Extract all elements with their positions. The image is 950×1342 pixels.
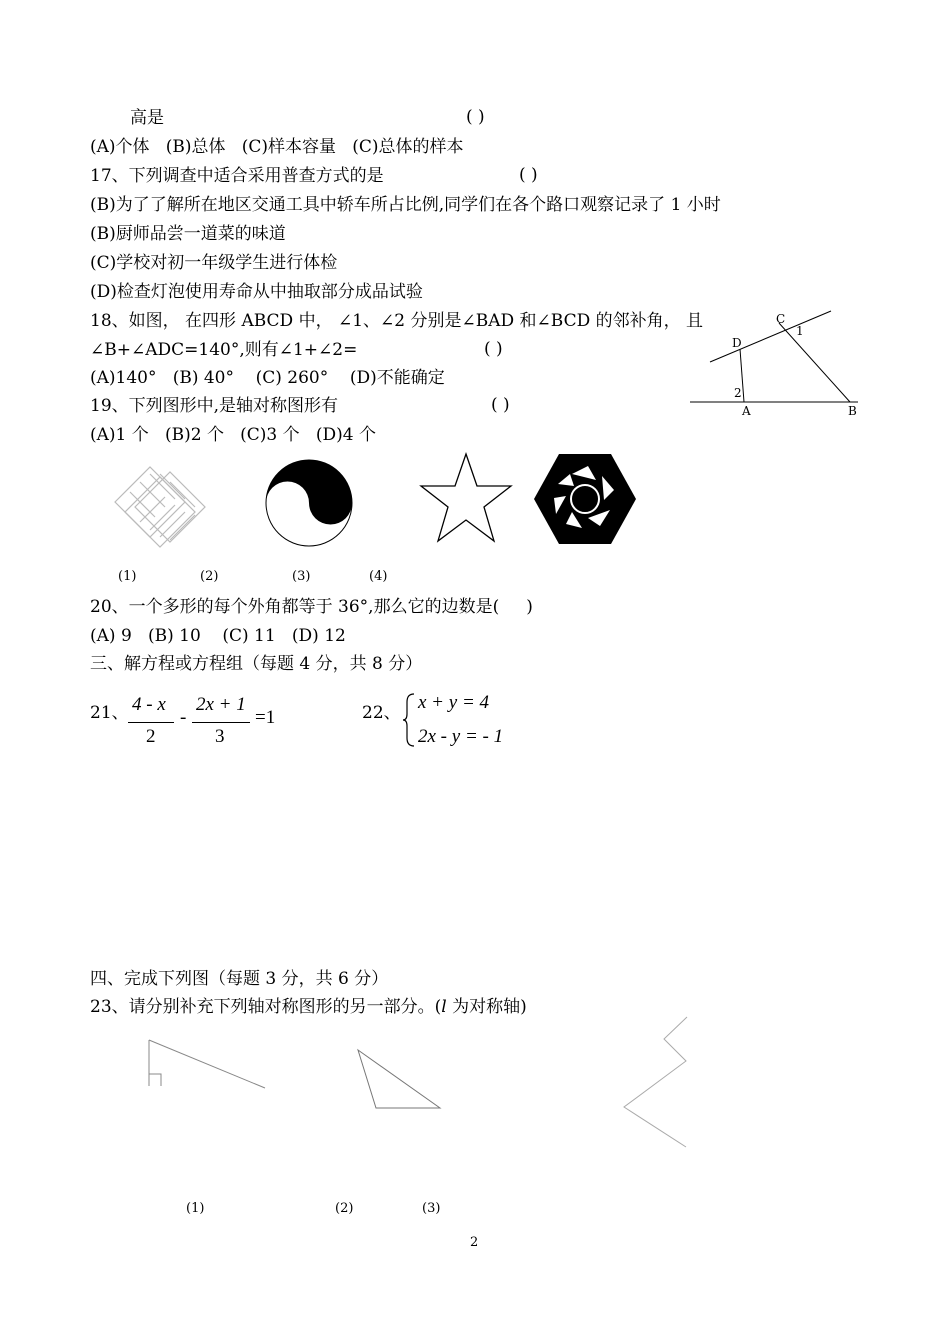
q19-stem: 19、下列图形中,是轴对称图形有 (90, 396, 339, 416)
q17-option-d: (D)检查灯泡使用寿命从中抽取部分成品试验 (90, 282, 423, 302)
q23-axis-symbol: l (441, 997, 447, 1017)
q22-brace (402, 692, 418, 748)
q17-stem: 17、下列调查中适合采用普查方式的是 (90, 166, 384, 186)
q23-stem-tail: 为对称轴) (446, 997, 527, 1017)
section-4-title: 四、完成下列图（每题 3 分，共 6 分） (90, 969, 389, 989)
q22-number: 22、 (362, 703, 401, 723)
label-b: B (848, 404, 857, 418)
q23-stem-text: 23、请分别补充下列轴对称图形的另一部分。( (90, 997, 442, 1017)
q17-option-b: (B)厨师品尝一道菜的味道 (90, 224, 286, 244)
q19-label-1: (1) (118, 569, 137, 584)
q19-options: (A)1 个 (B)2 个 (C)3 个 (D)4 个 (90, 425, 376, 445)
q21-minus: - (180, 707, 187, 728)
q23-figure-3 (620, 1015, 690, 1150)
q17-option-a: (B)为了了解所在地区交通工具中轿车所占比例,同学们在各个路口观察记录了 1 小时 (90, 195, 721, 215)
q18-stem-line1: 18、如图， 在四形 ABCD 中， ∠1、∠2 分别是∠BAD 和∠BCD 的邻补角， 且 (90, 311, 704, 331)
endless-knot-figure (110, 462, 220, 552)
q23-label-2: (2) (335, 1201, 354, 1216)
q19-label-4: (4) (369, 569, 388, 584)
q16-answer-paren[interactable]: ( ) (466, 107, 485, 127)
page-number: 2 (470, 1235, 479, 1250)
q21-rhs: =1 (255, 707, 276, 728)
q23-stem (90, 996, 527, 1018)
q18-options: (A)140° (B) 40° (C) 260° (D)不能确定 (90, 368, 445, 388)
q18-answer-paren[interactable]: ( ) (484, 339, 503, 359)
q16-options: (A)个体 (B)总体 (C)样本容量 (C)总体的样本 (90, 137, 464, 157)
q20-stem: 20、一个多形的每个外角都等于 36°,那么它的边数是( ) (90, 597, 533, 617)
q21-number: 21、 (90, 703, 129, 723)
q17-option-c: (C)学校对初一年级学生进行体检 (90, 253, 338, 273)
q23-figure-1 (145, 1038, 275, 1098)
q23-figure-2 (356, 1048, 446, 1113)
label-c: C (776, 312, 786, 326)
q23-label-1: (1) (186, 1201, 205, 1216)
yin-yang-figure (264, 458, 354, 548)
q23-label-3: (3) (422, 1201, 441, 1216)
star-figure (418, 452, 514, 544)
q21-fraction-bar-2 (192, 722, 250, 723)
label-d: D (732, 336, 742, 350)
label-one: 1 (796, 324, 804, 338)
q22-equation-1: x + y = 4 (418, 692, 490, 713)
hexagon-pinwheel-figure (532, 452, 638, 546)
q19-label-2: (2) (200, 569, 219, 584)
q21-fraction-bar-1 (128, 722, 174, 723)
label-a: A (742, 404, 751, 418)
section-3-title: 三、解方程或方程组（每题 4 分，共 8 分） (90, 654, 423, 674)
q19-answer-paren[interactable]: ( ) (491, 395, 510, 415)
q17-answer-paren[interactable]: ( ) (519, 165, 538, 185)
q18-stem-line2: ∠B+∠ADC=140°,则有∠1+∠2= (90, 340, 358, 360)
label-two: 2 (734, 386, 742, 400)
q21-numerator-2: 2x + 1 (196, 694, 246, 715)
q16-continuation: 高是 (130, 108, 164, 128)
q21-denominator-1: 2 (146, 726, 156, 747)
q20-options: (A) 9 (B) 10 (C) 11 (D) 12 (90, 626, 346, 646)
q21-numerator-1: 4 - x (132, 694, 166, 715)
q18-quadrilateral-figure (688, 305, 868, 425)
q21-denominator-2: 3 (215, 726, 225, 747)
q19-label-3: (3) (292, 569, 311, 584)
q22-equation-2: 2x - y = - 1 (418, 726, 504, 747)
